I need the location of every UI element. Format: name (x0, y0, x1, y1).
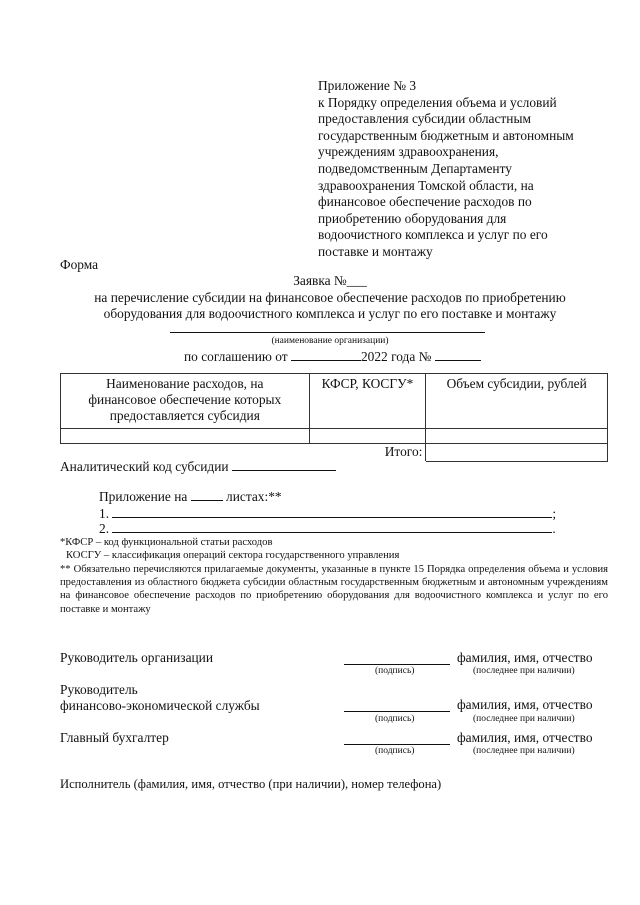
appendix-line: к Порядку определения объема и условий (318, 94, 557, 110)
signature-finance-label-1: Руководитель (60, 682, 138, 697)
footnote-kfsr: *КФСР – код функциональной статьи расходов (60, 537, 273, 548)
appendix-line: здравоохранения Томской области, на (318, 177, 534, 193)
analytic-code-line (60, 458, 336, 475)
signature-finance-label-2: финансово-экономической службы (60, 698, 260, 713)
executor-line: Исполнитель (фамилия, имя, отчество (при наличии), номер телефона) (60, 777, 442, 791)
attachment-item-2 (99, 520, 556, 537)
footnote-documents: ** Обязательно перечисляются прилагаемые документы, указанные в пункте 15 Порядка определения объема и условия предоставления из областного бюджета субсидии областным государственным бюджетным и автономным учреждениям на финансовое обеспечение расходов по приобретению оборудования для водоочистного комплекса и услуг по его поставке и монтажу (60, 564, 608, 615)
signature-accountant-label: Главный бухгалтер (60, 730, 169, 745)
signature-caption: (подпись) (375, 714, 415, 724)
signature-head-field[interactable] (344, 664, 450, 665)
table-cell[interactable] (426, 429, 608, 444)
table-header-row (61, 374, 608, 429)
agreement-prefix: по соглашению от (184, 349, 288, 364)
fio-caption: (последнее при наличии) (473, 714, 575, 724)
organization-caption: (наименование организации) (271, 336, 389, 346)
attachment-item-number: 1. (99, 506, 110, 521)
expenses-table (60, 373, 608, 462)
fio-caption: (последнее при наличии) (473, 666, 575, 676)
signature-caption: (подпись) (375, 746, 415, 756)
signature-head-fio: фамилия, имя, отчество (457, 650, 593, 665)
table-cell[interactable] (61, 429, 310, 444)
request-title: Заявка №___ (293, 273, 367, 288)
analytic-code-field[interactable] (232, 458, 336, 471)
header-subsidy-amount: Объем субсидии, рублей (426, 374, 608, 429)
appendix-header (318, 78, 608, 261)
appendix-line: Приложение № 3 (318, 78, 417, 93)
appendix-line: водоочистного комплекса и услуг по его (318, 227, 548, 243)
signature-finance-field[interactable] (344, 711, 450, 712)
footnote-kosgu: КОСГУ – классификация операций сектора государственного управления (66, 550, 400, 561)
form-label: Форма (60, 257, 99, 272)
header-kfsr-kosgu: КФСР, КОСГУ* (309, 374, 426, 429)
attachment-item-number: 2. (99, 521, 110, 536)
appendix-line: приобретению оборудования для (318, 210, 507, 226)
attachment-item-field[interactable] (112, 520, 552, 533)
appendix-line: поставке и монтажу (318, 243, 433, 259)
signature-caption: (подпись) (375, 666, 415, 676)
total-label: Итого: (61, 444, 426, 462)
attachment-line (99, 488, 282, 505)
request-subtitle-line2: оборудования для водоочистного комплекса и услуг по его поставке и монтажу (103, 306, 557, 321)
attachment-item-field[interactable] (112, 505, 552, 518)
appendix-line: финансовое обеспечение расходов по (318, 194, 532, 210)
signature-head-label: Руководитель организации (60, 650, 214, 665)
signature-accountant-fio: фамилия, имя, отчество (457, 730, 593, 745)
organization-name-field[interactable] (170, 332, 485, 333)
analytic-code-label: Аналитический код субсидии (60, 459, 229, 474)
request-subtitle-line1: на перечисление субсидии на финансовое обеспечение расходов по приобретению (94, 290, 566, 305)
agreement-line (184, 348, 481, 365)
appendix-line: предоставления субсидии областным (318, 111, 531, 127)
agreement-number-field[interactable] (435, 348, 481, 361)
agreement-date-field[interactable] (291, 348, 361, 361)
table-row (61, 429, 608, 444)
appendix-line: учреждениям здравоохранения, (318, 144, 499, 160)
signature-finance-fio: фамилия, имя, отчество (457, 697, 593, 712)
signature-accountant-field[interactable] (344, 744, 450, 745)
table-cell[interactable] (309, 429, 426, 444)
attachment-item-end: ; (552, 506, 557, 521)
attachment-suffix: листах:** (226, 489, 282, 504)
appendix-line: государственным бюджетным и автономным (318, 127, 574, 143)
attachment-sheets-field[interactable] (191, 488, 223, 501)
header-expense-name: Наименование расходов, на финансовое обеспечение которых предоставляется субсидия (61, 374, 310, 429)
total-value-cell[interactable] (426, 444, 608, 462)
appendix-line: подведомственным Департаменту (318, 160, 512, 176)
fio-caption: (последнее при наличии) (473, 746, 575, 756)
agreement-middle: 2022 года № (360, 349, 432, 364)
attachment-item-end: . (552, 521, 556, 536)
attachment-prefix: Приложение на (99, 489, 188, 504)
